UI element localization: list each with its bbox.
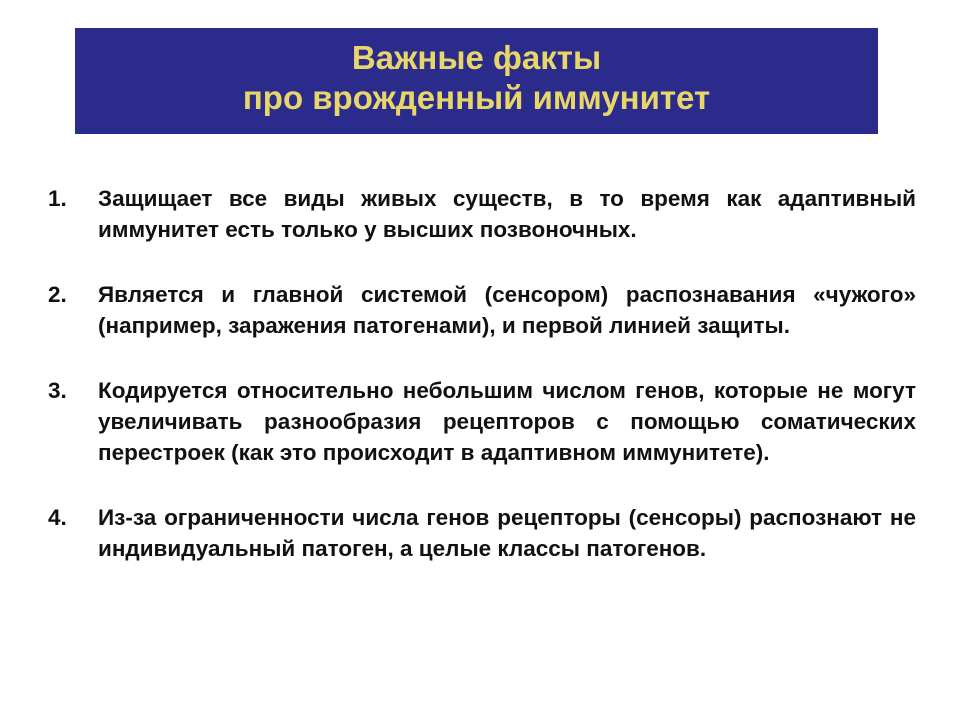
- fact-text: Является и главной системой (сенсором) распознавания «чужого» (например, заражения патогенами), и первой линией защиты.: [98, 282, 916, 338]
- fact-text: Защищает все виды живых существ, в то время как адаптивный иммунитет есть только у высших позвоночных.: [98, 186, 916, 242]
- fact-item-3: [48, 375, 916, 468]
- slide-title-line-1: Важные факты: [351, 39, 602, 76]
- fact-text: Из-за ограниченности числа генов рецепторы (сенсоры) распознают не индивидуальный патоген, а целые классы патогенов.: [98, 505, 916, 561]
- slide-title-line-2: про врожденный иммунитет: [242, 79, 711, 116]
- fact-number: 4.: [48, 505, 67, 530]
- facts-list: [48, 183, 916, 564]
- fact-number: 3.: [48, 378, 67, 403]
- fact-text: Кодируется относительно небольшим числом генов, которые не могут увеличивать разнообразия рецепторов с помощью соматических перестроек (как это происходит в адаптивном иммунитете).: [98, 378, 916, 465]
- fact-item-4: [48, 502, 916, 564]
- slide-title-box: [75, 28, 878, 134]
- fact-number: 2.: [48, 282, 67, 307]
- fact-item-2: [48, 279, 916, 341]
- fact-item-1: [48, 183, 916, 245]
- fact-number: 1.: [48, 186, 67, 211]
